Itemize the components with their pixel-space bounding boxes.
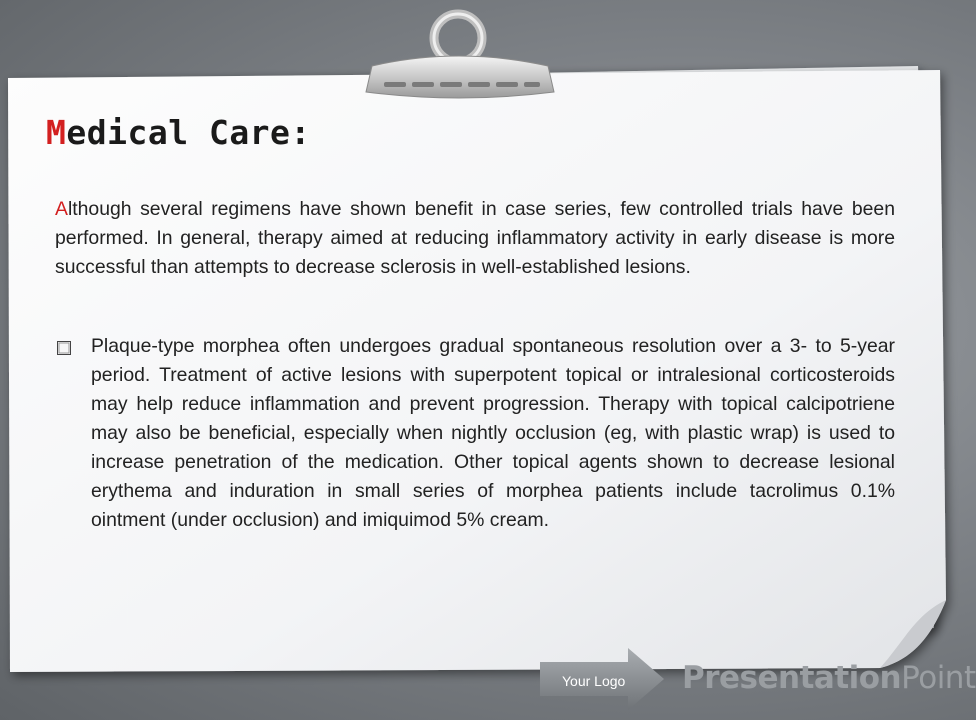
intro-text: lthough several regimens have shown benefit in case series, few controlled trials have been performed. In general, therapy aimed at reducing inflammatory activity in early disease is more successful than attempts to decrease sclerosis in well-established lesions. (55, 198, 895, 278)
logo-label: Your Logo (562, 673, 626, 689)
bullet-item (55, 332, 895, 535)
brand-bold: Presentation (682, 660, 902, 696)
brand-wordmark (682, 660, 976, 696)
slide-title (46, 113, 311, 152)
brand-light: Point (901, 660, 976, 696)
title-rest: edical Care: (66, 113, 311, 152)
intro-first-letter: A (55, 198, 68, 220)
checkbox-bullet-icon (55, 332, 91, 361)
intro-paragraph (55, 195, 895, 282)
bullet-text: Plaque-type morphea often undergoes gradual spontaneous resolution over a 3- to 5-year period. Treatment of active lesions with superpotent topical or intralesional corticosteroids may help reduce inflammation and prevent progression. Therapy with topical calcipotriene may also be beneficial, especially when nightly occlusion (eg, with plastic wrap) is used to increase penetration of the medication. Other topical agents shown to decrease lesional erythema and induration in small series of morphea patients include tacrolimus 0.1% ointment (under occlusion) and imiquimod 5% cream. (91, 335, 895, 531)
paper-clip-icon (366, 14, 554, 98)
title-first-letter: M (46, 113, 67, 152)
